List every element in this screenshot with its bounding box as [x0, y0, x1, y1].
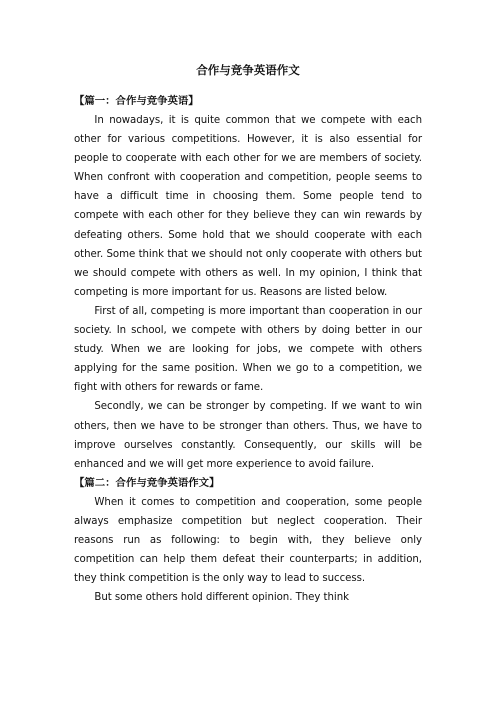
paragraph: First of all, competing is more important than cooperation in our society. In school, we compete with others by doing better in our study. When we are looking for jobs, we compete with others applying for the same position. When we go to a competition, we fight with others for rewards or fame. [74, 305, 422, 394]
paragraph: In nowadays, it is quite common that we compete with each other for various competitions. However, it is also essential for people to cooperate with each other for we are members of society. When confront with cooperation and competition, people seems to have a difficult time in choosing them. Some people tend to compete with each other for they believe they can win rewards by defeating others. Some hold that we should cooperate with each other. Some think that we should not only cooperate with others but we should compete with others as well. In my opinion, I think that competing is more important for us. Reasons are listed below. [74, 115, 422, 298]
paragraph: But some others hold different opinion. They think [94, 592, 349, 604]
document-title: 合作与竞争英语作文 [196, 63, 300, 77]
document-page [74, 62, 422, 607]
paragraph: When it comes to competition and cooperation, some people always emphasize competition but neglect cooperation. Their reasons run as following: to begin with, they believe only competition can help them defeat their counterparts; in addition, they think competition is the only way to lead to success. [74, 496, 422, 585]
section-heading: 【篇一：合作与竞争英语】 [74, 95, 199, 107]
section-2 [74, 474, 422, 608]
section-1 [74, 92, 422, 474]
section-heading: 【篇二：合作与竞争英语作文】 [74, 476, 220, 489]
paragraph: Secondly, we can be stronger by competing. If we want to win others, then we have to be stronger than others. Thus, we have to improve ourselves constantly. Consequently, our skills will be enhanced and we will get more experience to avoid failure. [74, 401, 422, 470]
